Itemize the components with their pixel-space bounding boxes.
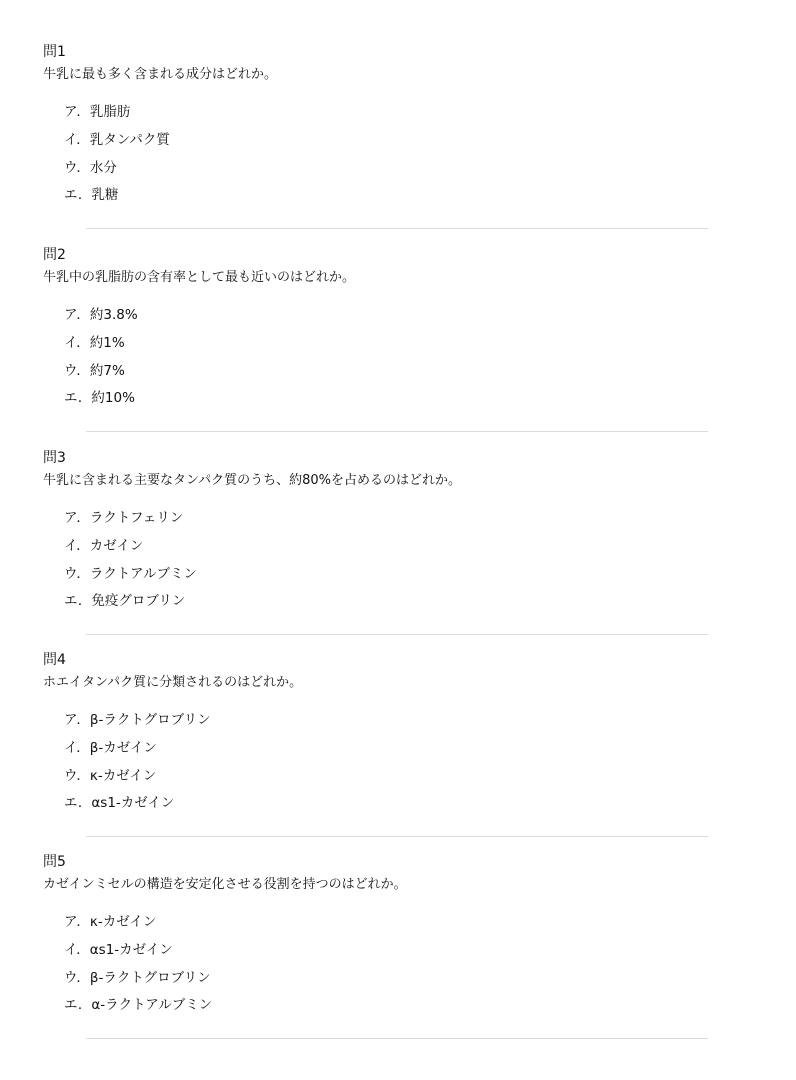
option-list	[64, 103, 170, 214]
answer-option[interactable]	[64, 186, 170, 214]
option-label: ア．κ-カゼイン	[64, 914, 157, 930]
option-list	[64, 509, 197, 620]
answer-option[interactable]	[64, 592, 197, 620]
answer-option[interactable]	[64, 389, 138, 417]
option-label: ウ．約7%	[64, 362, 125, 379]
question-number: 問2	[43, 247, 66, 263]
option-list	[64, 913, 212, 1024]
option-label: エ．免疫グロブリン	[64, 593, 186, 610]
question-number: 問3	[43, 450, 66, 466]
question-text: カゼインミセルの構造を安定化させる役割を持つのはどれか。	[43, 877, 407, 892]
option-label: イ．約1%	[64, 334, 125, 351]
answer-option[interactable]	[64, 159, 170, 187]
option-label: ア．β-ラクトグロブリン	[64, 712, 211, 728]
answer-option[interactable]	[64, 131, 170, 159]
option-label: イ．αs1-カゼイン	[64, 941, 173, 958]
option-label: エ．αs1-カゼイン	[64, 795, 175, 812]
option-label: エ．約10%	[64, 390, 135, 407]
option-label: ア．乳脂肪	[64, 104, 131, 120]
option-label: ウ．ラクトアルブミン	[64, 565, 197, 582]
option-label: イ．β-カゼイン	[64, 739, 157, 756]
question-number: 問4	[43, 652, 66, 668]
answer-option[interactable]	[64, 767, 211, 795]
option-label: エ．乳糖	[64, 187, 119, 204]
divider	[86, 431, 708, 432]
divider	[86, 228, 708, 229]
answer-option[interactable]	[64, 103, 170, 131]
option-label: ウ．κ-カゼイン	[64, 767, 157, 784]
answer-option[interactable]	[64, 996, 212, 1024]
option-list	[64, 711, 211, 822]
question-text: 牛乳中の乳脂肪の含有率として最も近いのはどれか。	[43, 270, 356, 285]
divider	[86, 1038, 708, 1039]
question-text: ホエイタンパク質に分類されるのはどれか。	[43, 675, 303, 690]
option-label: ア．ラクトフェリン	[64, 510, 184, 526]
answer-option[interactable]	[64, 711, 211, 739]
option-label: イ．カゼイン	[64, 537, 144, 554]
option-label: ウ．水分	[64, 159, 117, 176]
divider	[86, 634, 708, 635]
question-number: 問1	[43, 44, 66, 60]
answer-option[interactable]	[64, 334, 138, 362]
answer-option[interactable]	[64, 306, 138, 334]
question-number: 問5	[43, 854, 66, 870]
answer-option[interactable]	[64, 794, 211, 822]
answer-option[interactable]	[64, 537, 197, 565]
answer-option[interactable]	[64, 739, 211, 767]
option-label: ウ．β-ラクトグロブリン	[64, 969, 211, 986]
answer-option[interactable]	[64, 565, 197, 593]
answer-option[interactable]	[64, 969, 212, 997]
option-label: ア．約3.8%	[64, 307, 138, 323]
answer-option[interactable]	[64, 509, 197, 537]
question-text: 牛乳に含まれる主要なタンパク質のうち、約80%を占めるのはどれか。	[43, 473, 461, 488]
option-list	[64, 306, 138, 417]
answer-option[interactable]	[64, 913, 212, 941]
option-label: イ．乳タンパク質	[64, 131, 170, 148]
answer-option[interactable]	[64, 941, 212, 969]
question-text: 牛乳に最も多く含まれる成分はどれか。	[43, 67, 278, 82]
divider	[86, 836, 708, 837]
answer-option[interactable]	[64, 362, 138, 390]
option-label: エ．α-ラクトアルブミン	[64, 997, 213, 1014]
